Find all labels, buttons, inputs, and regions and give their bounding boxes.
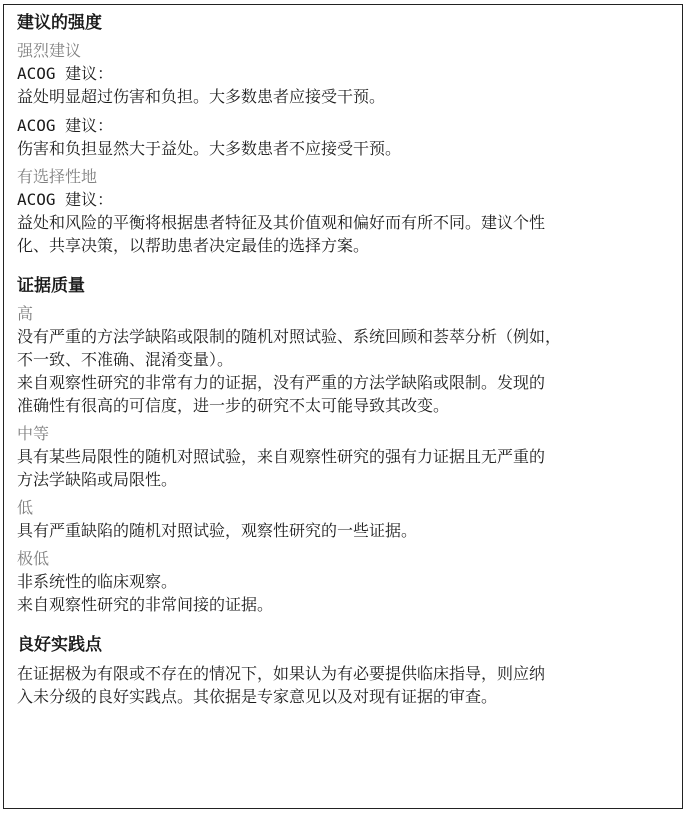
strength-section-title: 建议的强度	[17, 13, 102, 33]
recommendation-text: 伤害和负担显然大于益处。大多数患者不应接受干预。	[17, 139, 402, 158]
optional-recommendation-label: 有选择性地	[17, 167, 98, 186]
evidence-very-low-label: 极低	[17, 549, 50, 568]
evidence-text: 来自观察性研究的非常间接的证据。	[17, 595, 274, 614]
practice-text: 在证据极为有限或不存在的情况下，如果认为有必要提供临床指导，则应纳	[17, 664, 546, 683]
acog-recommendation-label: ACOG 建议：	[17, 64, 114, 83]
evidence-high-label: 高	[17, 304, 34, 323]
evidence-moderate-label: 中等	[17, 424, 50, 443]
recommendation-text: 化、共享决策，以帮助患者决定最佳的选择方案。	[17, 236, 370, 255]
strong-recommendation-label: 强烈建议	[17, 41, 82, 60]
evidence-text: 不一致、不准确、混淆变量）。	[17, 350, 234, 369]
recommendation-text: 益处和风险的平衡将根据患者特征及其价值观和偏好而有所不同。建议个性	[17, 213, 546, 232]
evidence-text: 准确性有很高的可信度，进一步的研究不太可能导致其改变。	[17, 396, 450, 415]
recommendation-text: 益处明显超过伤害和负担。大多数患者应接受干预。	[17, 87, 386, 106]
evidence-text: 来自观察性研究的非常有力的证据，没有严重的方法学缺陷或限制。发现的	[17, 373, 546, 392]
acog-recommendation-label: ACOG 建议：	[17, 116, 114, 135]
practice-text: 入未分级的良好实践点。其依据是专家意见以及对现有证据的审查。	[17, 687, 498, 706]
acog-recommendation-label: ACOG 建议：	[17, 190, 114, 209]
evidence-text: 没有严重的方法学缺陷或限制的随机对照试验、系统回顾和荟萃分析（例如，	[17, 327, 562, 346]
evidence-text: 具有某些局限性的随机对照试验，来自观察性研究的强有力证据且无严重的	[17, 447, 546, 466]
evidence-low-label: 低	[17, 498, 34, 517]
practice-section-title: 良好实践点	[17, 635, 102, 655]
evidence-text: 非系统性的临床观察。	[17, 572, 178, 591]
evidence-text: 方法学缺陷或局限性。	[17, 470, 178, 489]
evidence-text: 具有严重缺陷的随机对照试验，观察性研究的一些证据。	[17, 521, 418, 540]
guideline-legend-box	[3, 4, 683, 809]
evidence-section-title: 证据质量	[17, 276, 85, 296]
